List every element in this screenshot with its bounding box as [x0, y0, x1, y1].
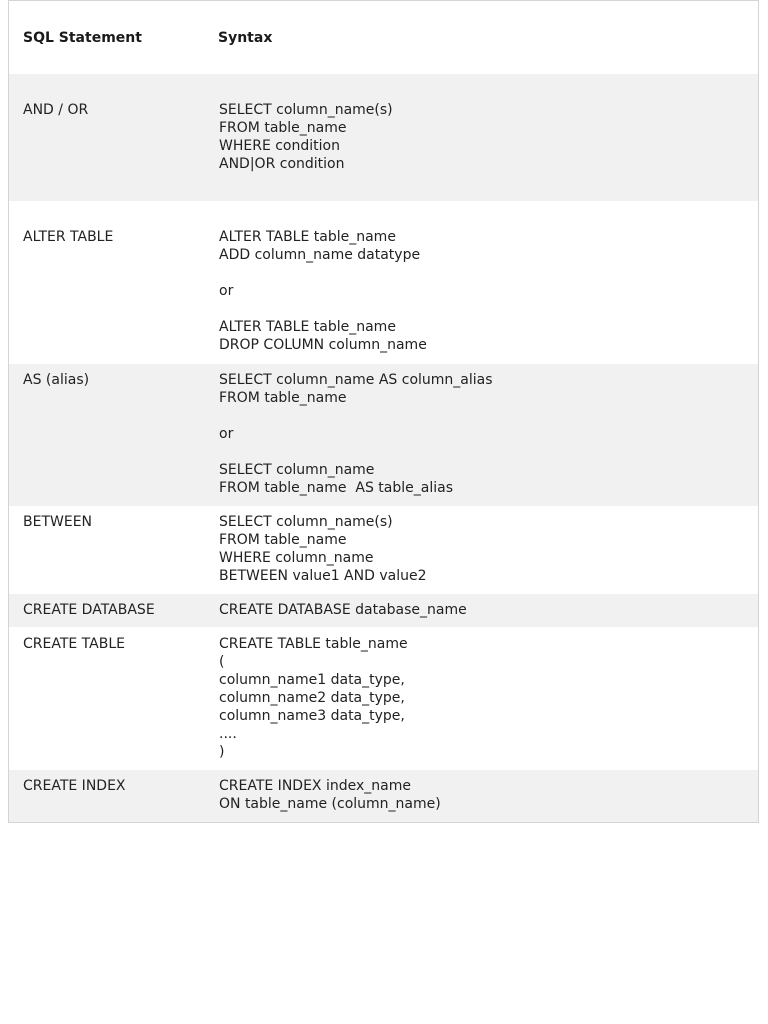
column-header-syntax: Syntax [218, 29, 273, 46]
syntax-line: WHERE column_name [219, 550, 374, 566]
syntax-line: .... [219, 726, 237, 742]
table-row [9, 506, 758, 594]
syntax-line: AND|OR condition [219, 156, 345, 172]
syntax-or-label: or [219, 426, 234, 442]
syntax-line: DROP COLUMN column_name [219, 337, 427, 353]
paragraph-gap [219, 407, 744, 425]
statement-cell: CREATE DATABASE [9, 594, 204, 627]
sql-reference-table [9, 1, 758, 822]
table-header-row [9, 1, 758, 74]
syntax-line: column_name3 data_type, [219, 708, 405, 724]
syntax-or-label: or [219, 283, 234, 299]
syntax-line: SELECT column_name [219, 462, 375, 478]
syntax-line: CREATE DATABASE database_name [219, 602, 467, 618]
syntax-line: SELECT column_name(s) [219, 102, 393, 118]
syntax-line: SELECT column_name AS column_alias [219, 372, 493, 388]
syntax-line: CREATE TABLE table_name [219, 636, 408, 652]
syntax-line: ADD column_name datatype [219, 247, 421, 263]
syntax-line: FROM table_name [219, 120, 347, 136]
syntax-line: ALTER TABLE table_name [219, 319, 396, 335]
syntax-line: column_name1 data_type, [219, 672, 405, 688]
table-row [9, 201, 758, 364]
syntax-cell [204, 594, 758, 627]
syntax-line: ( [219, 654, 225, 670]
syntax-line: FROM table_name AS table_alias [219, 480, 453, 496]
statement-cell: BETWEEN [23, 514, 93, 530]
paragraph-gap [219, 264, 744, 282]
paragraph-gap [219, 443, 744, 461]
statement-cell: AND / OR [9, 74, 204, 201]
table-row [9, 364, 758, 506]
syntax-line: WHERE condition [219, 138, 340, 154]
syntax-line: ALTER TABLE table_name [219, 229, 396, 245]
syntax-line: column_name2 data_type, [219, 690, 405, 706]
paragraph-gap [219, 300, 744, 318]
table-row [9, 594, 758, 627]
syntax-line: ON table_name (column_name) [219, 796, 441, 812]
syntax-line: CREATE INDEX index_name [219, 778, 411, 794]
syntax-line: SELECT column_name(s) [219, 514, 393, 530]
table-row [9, 627, 758, 770]
column-header-sql-statement: SQL Statement [23, 29, 142, 46]
sql-reference-table-container [8, 0, 759, 823]
statement-cell: CREATE TABLE [23, 636, 125, 652]
table-row [9, 74, 758, 201]
statement-cell: AS (alias) [9, 364, 204, 506]
syntax-cell [204, 627, 758, 770]
syntax-line: FROM table_name [219, 532, 347, 548]
syntax-cell [204, 74, 758, 201]
syntax-cell [204, 201, 758, 364]
syntax-cell [204, 364, 758, 506]
syntax-line: FROM table_name [219, 390, 347, 406]
syntax-line: BETWEEN value1 AND value2 [219, 568, 427, 584]
syntax-line: ) [219, 744, 225, 760]
syntax-cell [204, 506, 758, 594]
statement-cell: CREATE INDEX [9, 770, 204, 822]
syntax-cell [204, 770, 758, 822]
statement-cell: ALTER TABLE [23, 229, 114, 245]
table-row [9, 770, 758, 822]
